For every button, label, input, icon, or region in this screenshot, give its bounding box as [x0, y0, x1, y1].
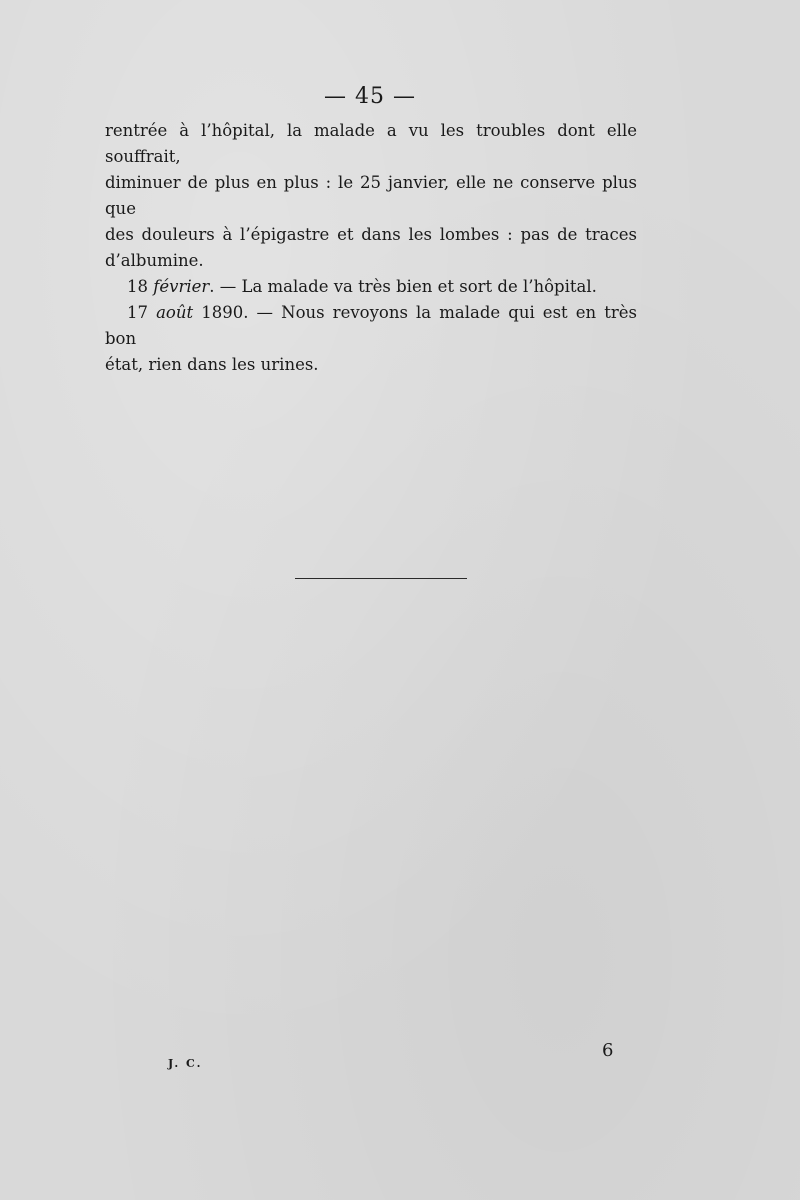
date-month: février — [153, 277, 210, 296]
paragraph-line: rentrée à l’hôpital, la malade a vu les troubles dont elle souffrait, — [105, 121, 637, 166]
paragraph-line: état, rien dans les urines. — [105, 355, 319, 374]
date-day: 18 — [127, 277, 148, 296]
paragraph-august — [105, 300, 637, 352]
paragraph-february — [105, 274, 637, 300]
printer-signature-mark: J. C. — [168, 1057, 203, 1070]
paragraph-text: . — La malade va très bien et sort de l’hôpital. — [209, 277, 597, 296]
body-text — [105, 118, 637, 378]
paragraph-line: diminuer de plus en plus : le 25 janvier, elle ne conserve plus que — [105, 173, 637, 218]
paragraph-line: des douleurs à l’épigastre et dans les lombes : pas de traces — [105, 225, 637, 244]
page-number: — 45 — — [324, 84, 416, 109]
date-day: 17 — [127, 303, 148, 322]
paragraph-line: d’albumine. — [105, 251, 204, 270]
paragraph-text: 1890. — Nous revoyons la malade qui est en très bon — [105, 303, 637, 348]
date-month: août — [156, 303, 194, 322]
sheet-number: 6 — [602, 1040, 614, 1061]
section-divider — [295, 578, 467, 579]
